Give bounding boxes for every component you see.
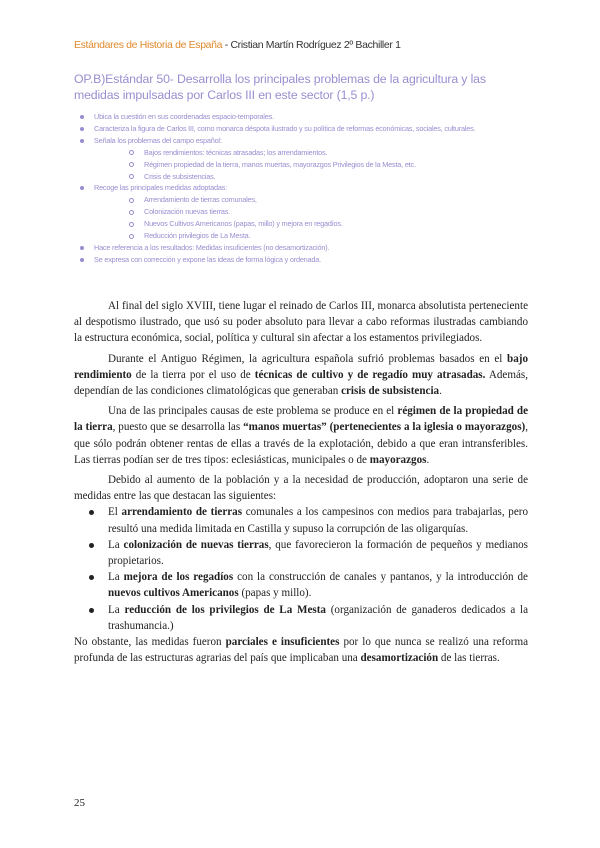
text-run: de las tierras. bbox=[438, 652, 500, 665]
text-run: El bbox=[108, 506, 122, 519]
bold-term: “manos muertas” (pertenecientes a la iglesia o mayorazgos) bbox=[243, 421, 526, 434]
text-run: La bbox=[108, 571, 124, 584]
text-run: (papas y millo). bbox=[238, 587, 312, 600]
page-header bbox=[74, 39, 401, 51]
text-run: Durante el Antiguo Régimen, la agricultura española sufrió problemas basados en el bbox=[108, 352, 508, 365]
standard-title: OP.B)Estándar 50- Desarrolla los principales problemas de la agricultura y las medidas impulsadas por Carlos III en este sector (1,5 p.) bbox=[74, 72, 486, 102]
essay-body bbox=[74, 298, 528, 666]
course-title: Estándares de Historia de España bbox=[74, 39, 223, 51]
sub-criterion-item: Colonización nuevas tierras. bbox=[74, 206, 534, 218]
criterion-item: Recoge las principales medidas adoptadas: bbox=[74, 182, 534, 194]
text-run: de la tierra por el uso de bbox=[131, 368, 255, 381]
list-item bbox=[74, 504, 528, 536]
bold-term: nuevos cultivos Americanos bbox=[108, 587, 239, 600]
bold-term: crisis de subsistencia bbox=[341, 385, 440, 398]
text-run: Además, dependían de las condiciones climatológicas que generaban bbox=[74, 368, 528, 398]
sub-criterion-item: Régimen propiedad de la tierra, manos muertas, mayorazgos Privilegios de la Mesta, etc. bbox=[74, 159, 534, 171]
criterion-item: Señala los problemas del campo español: bbox=[74, 135, 534, 147]
measures-list bbox=[74, 504, 528, 634]
criterion-item: Caracteriza la figura de Carlos III, como monarca déspota ilustrado y su política de reformas económicas, sociales, culturales. bbox=[74, 123, 534, 135]
text-run: con la construcción de canales y pantanos, y la introducción de bbox=[233, 571, 528, 584]
text-run: (organización de ganaderos dedicados a la trashumancia.) bbox=[108, 603, 528, 632]
paragraph-problems bbox=[74, 351, 528, 400]
bold-term: parciales e insuficientes bbox=[225, 636, 340, 649]
criterion-item: Se expresa con corrección y expone las ideas de forma lógica y ordenada. bbox=[74, 254, 534, 266]
text-run: No obstante, las medidas fueron bbox=[74, 636, 226, 649]
bold-term: colonización de nuevas tierras bbox=[123, 538, 269, 551]
text-run: . bbox=[426, 453, 430, 466]
text-run: Una de las principales causas de este problema se produce en el bbox=[108, 405, 398, 418]
bold-term: desamortización bbox=[360, 652, 439, 665]
text-run: comunales a los campesinos con medios para trabajarlas, pero resultó una medida limitada en Castilla y supuso la corrupción de las oligarquías. bbox=[108, 506, 528, 535]
sub-criterion-item: Reducción privilegios de La Mesta. bbox=[74, 230, 534, 242]
header-separator: - bbox=[222, 39, 231, 51]
author-name: Cristian Martín Rodríguez 2º Bachiller 1 bbox=[230, 39, 401, 51]
text-run: , puesto que se desarrolla las bbox=[112, 421, 244, 434]
criterion-item: Ubica la cuestión en sus coordenadas espacio-temporales. bbox=[74, 111, 534, 123]
paragraph-conclusion bbox=[74, 634, 528, 666]
sub-criterion-item: Nuevos Cultivos Americanos (papas, millo) y mejora en regadíos. bbox=[74, 218, 534, 230]
sub-criterion-item: Bajos rendimientos: técnicas atrasadas; los arrendamientos. bbox=[74, 147, 534, 159]
bold-term: arrendamiento de tierras bbox=[121, 506, 243, 519]
list-item bbox=[74, 537, 528, 569]
text-run: La bbox=[108, 538, 124, 551]
bold-term: régimen de la propiedad de la tierra bbox=[74, 405, 528, 434]
text-run: La bbox=[108, 603, 125, 616]
sub-criterion-item: Crisis de subsistencias. bbox=[74, 171, 534, 183]
assessment-criteria bbox=[74, 111, 534, 266]
bold-term: técnicas de cultivo y de regadío muy atrasadas. bbox=[254, 368, 486, 381]
bold-term: reducción de los privilegios de La Mesta bbox=[124, 603, 326, 616]
paragraph-intro: Al final del siglo XVIII, tiene lugar el reinado de Carlos III, monarca absolutista perteneciente al despotismo ilustrado, que usó su poder absoluto para llevar a cabo reformas ilustradas cambiando la estructura económica, social, política y cultural sin afectar a los estamentos privilegiados. bbox=[74, 300, 528, 345]
paragraph-causes bbox=[74, 403, 528, 468]
list-item bbox=[74, 569, 528, 601]
page-number: 25 bbox=[74, 797, 85, 809]
bold-term: bajo rendimiento bbox=[74, 352, 528, 381]
paragraph-measures-intro: Debido al aumento de la población y a la necesidad de producción, adoptaron una serie de medidas entre las que destacan las siguientes: bbox=[74, 474, 528, 503]
sub-criterion-item: Arrendamiento de tierras comunales, bbox=[74, 194, 534, 206]
text-run: , que favorecieron la formación de pequeños y medianos propietarios. bbox=[108, 538, 528, 568]
bold-term: mayorazgos bbox=[369, 453, 427, 466]
text-run: , que sólo podrán obtener rentas de ellas a través de la explotación, debido a que eran intransferibles. Las tierras podían ser de tres tipos: eclesiásticas, municipales o de bbox=[74, 421, 528, 466]
bold-term: mejora de los regadíos bbox=[123, 571, 234, 584]
text-run: . bbox=[439, 385, 442, 398]
list-item bbox=[74, 602, 528, 634]
criterion-item: Hace referencia a los resultados: Medidas insuficientes (no desamortización). bbox=[74, 242, 534, 254]
text-run: por lo que nunca se realizó una reforma profunda de las estructuras agrarias del país que implicaban una bbox=[74, 636, 528, 665]
